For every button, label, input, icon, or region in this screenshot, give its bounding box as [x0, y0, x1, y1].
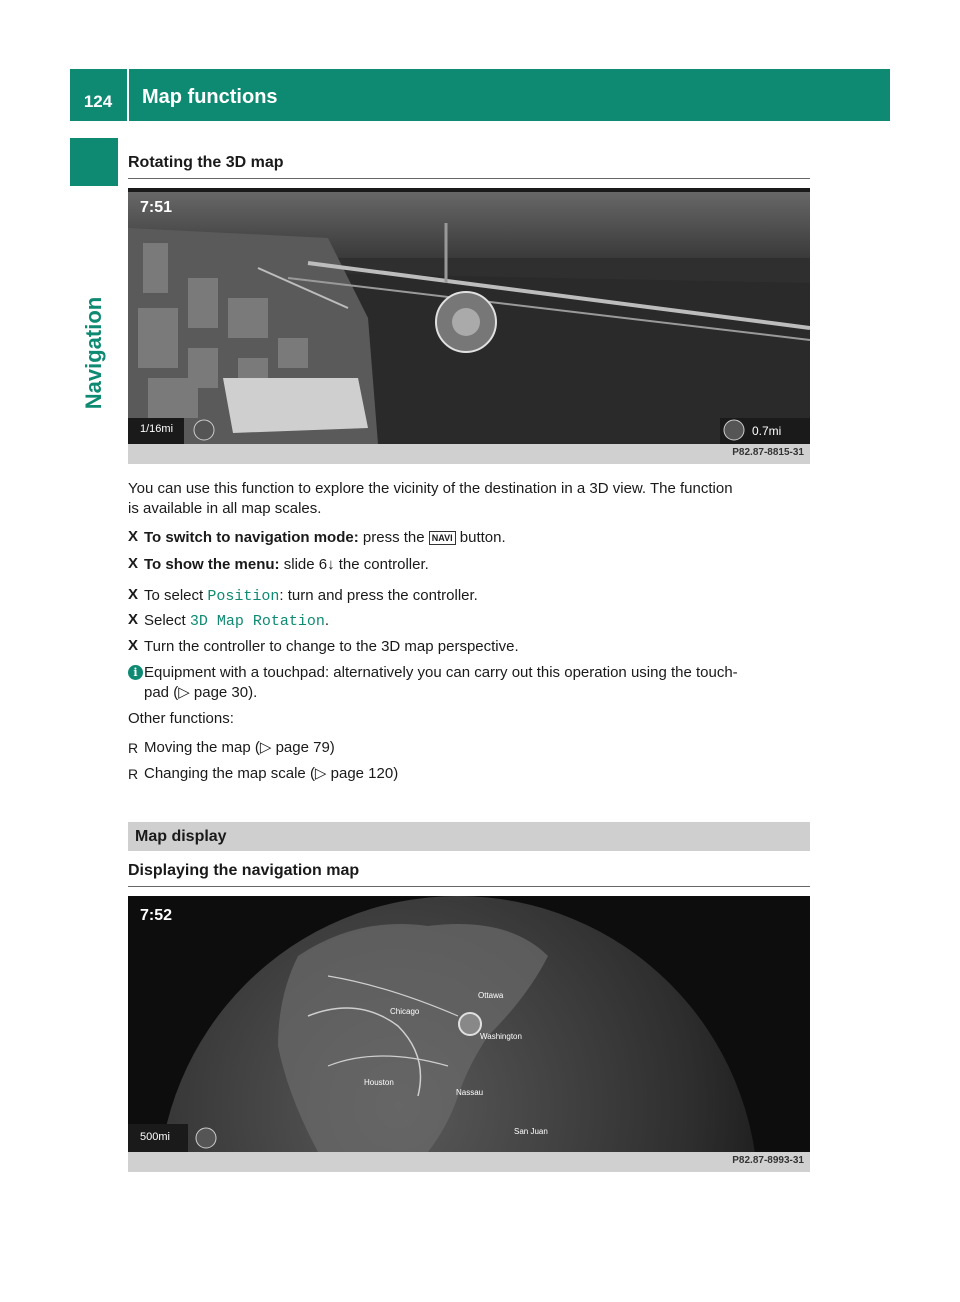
- page-number: 124: [83, 92, 113, 111]
- step-marker: X: [128, 555, 139, 572]
- screen-time-label: 7:52: [140, 907, 173, 924]
- step-select-position: To select Position: turn and press the controller.: [144, 587, 478, 605]
- intro-text-line1: You can use this function to explore the vicinity of the destination in a 3D view. The function: [128, 480, 733, 497]
- step-marker: X: [128, 586, 139, 603]
- screen-distance-label: 0.7mi: [752, 424, 782, 438]
- figure-code-bar: [128, 444, 810, 464]
- other-functions-label: Other functions:: [128, 710, 234, 727]
- map-label-nassau: Nassau: [456, 1088, 484, 1097]
- section-heading-navigation-map: Displaying the navigation map: [128, 862, 360, 879]
- screen-scale-label: 1/16mi: [140, 423, 174, 435]
- navi-key-icon: NAVI: [429, 531, 456, 545]
- screen-scale-label: 500mi: [140, 1131, 170, 1143]
- compass-icon: [194, 420, 214, 440]
- side-tab-label: Navigation: [81, 296, 106, 410]
- bullet-marker: R: [128, 766, 139, 782]
- compass-icon: [196, 1128, 216, 1148]
- map-label-san-juan: San Juan: [514, 1127, 548, 1136]
- bullet-marker: R: [128, 740, 139, 756]
- step-select-rotation: Select 3D Map Rotation.: [144, 612, 330, 630]
- screen-time-label: 7:51: [140, 199, 173, 216]
- section-bar-map-display: [128, 822, 810, 851]
- intro-text-line2: is available in all map scales.: [128, 500, 322, 517]
- map-screenshot-globe: [128, 896, 810, 1152]
- map-label-washington: Washington: [480, 1032, 522, 1041]
- step-switch-nav: To switch to navigation mode: press the NAVI button.: [144, 529, 506, 546]
- page-title: Map functions: [142, 86, 278, 108]
- figure-code-bar: [128, 1152, 810, 1172]
- info-text-line1: Equipment with a touchpad: alternatively you can carry out this operation using the touch-: [144, 664, 738, 681]
- section-heading-rotating: Rotating the 3D map: [128, 154, 284, 171]
- direction-arrow-icon: [724, 420, 744, 440]
- header-divider: [127, 69, 129, 121]
- position-marker-icon: [459, 1013, 481, 1035]
- step-marker: X: [128, 611, 139, 628]
- other-item-map-scale: Changing the map scale (▷ page 120): [144, 765, 399, 782]
- map-label-ottawa: Ottawa: [478, 991, 504, 1000]
- step-marker: X: [128, 637, 139, 654]
- info-text-line2: pad (▷ page 30).: [144, 684, 258, 701]
- figure-code: P82.87-8993-31: [732, 1155, 804, 1166]
- map-screenshot-3d: [128, 188, 810, 444]
- heading-rule: [128, 178, 810, 179]
- map-label-chicago: Chicago: [390, 1007, 420, 1016]
- controller-slide-icon: 6↓: [318, 556, 335, 573]
- side-tab-block: [70, 138, 118, 186]
- step-marker: X: [128, 528, 139, 545]
- heading-rule: [128, 886, 810, 887]
- other-item-moving-map: Moving the map (▷ page 79): [144, 739, 335, 756]
- map-label-houston: Houston: [364, 1078, 394, 1087]
- figure-code: P82.87-8815-31: [732, 447, 804, 458]
- step-show-menu: To show the menu: slide 6↓ the controller.: [144, 556, 429, 573]
- step-turn-controller: Turn the controller to change to the 3D map perspective.: [144, 638, 519, 655]
- section-bar-title: Map display: [135, 828, 227, 845]
- info-icon: i: [128, 665, 143, 680]
